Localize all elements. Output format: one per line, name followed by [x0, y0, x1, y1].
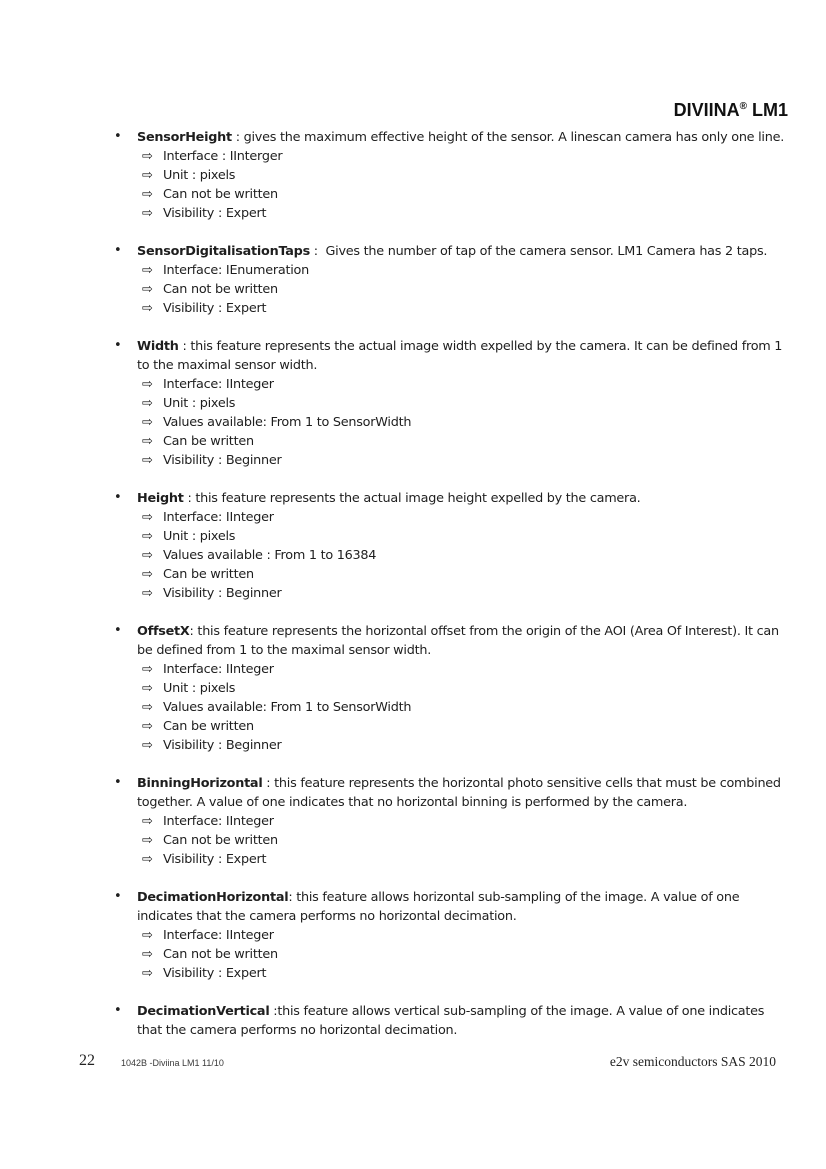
feature-property-text: Visibility : Beginner — [163, 453, 282, 468]
feature-property — [137, 527, 789, 546]
feature-property-text: Interface: IInteger — [163, 928, 274, 943]
brand-name: DIVIINA — [673, 100, 740, 120]
feature-property — [137, 850, 789, 869]
feature-property-text: Can not be written — [163, 947, 278, 962]
arrow-icon: ⇨ — [142, 966, 153, 981]
feature-property — [137, 451, 789, 470]
feature-name: SensorDigitalisationTaps — [137, 244, 310, 259]
feature-property — [137, 660, 789, 679]
arrow-icon: ⇨ — [142, 833, 153, 848]
feature-section — [114, 1002, 789, 1040]
feature-property — [137, 926, 789, 945]
arrow-icon: ⇨ — [142, 928, 153, 943]
feature-items — [137, 660, 789, 755]
feature-description: : this feature represents the horizontal offset from the origin of the AOI (Area Of Interest). It can be defined from 1 to the maximal sensor width. — [137, 624, 783, 658]
feature-items — [137, 261, 789, 318]
arrow-icon: ⇨ — [142, 662, 153, 677]
feature-property — [137, 736, 789, 755]
feature-section — [114, 337, 789, 470]
feature-property — [137, 945, 789, 964]
bullet-icon: • — [114, 1003, 122, 1018]
feature-property-text: Can be written — [163, 567, 254, 582]
arrow-icon: ⇨ — [142, 301, 153, 316]
arrow-icon: ⇨ — [142, 453, 153, 468]
arrow-icon: ⇨ — [142, 263, 153, 278]
arrow-icon: ⇨ — [142, 149, 153, 164]
arrow-icon: ⇨ — [142, 206, 153, 221]
bullet-icon: • — [114, 490, 122, 505]
feature-heading — [114, 622, 789, 660]
feature-property-text: Visibility : Beginner — [163, 586, 282, 601]
feature-property — [137, 698, 789, 717]
feature-property — [137, 185, 789, 204]
feature-property — [137, 679, 789, 698]
feature-property-text: Visibility : Beginner — [163, 738, 282, 753]
arrow-icon: ⇨ — [142, 434, 153, 449]
feature-property-text: Values available: From 1 to SensorWidth — [163, 415, 412, 430]
feature-section — [114, 774, 789, 869]
feature-heading — [114, 774, 789, 812]
arrow-icon: ⇨ — [142, 529, 153, 544]
feature-property-text: Interface: IInteger — [163, 510, 274, 525]
arrow-icon: ⇨ — [142, 681, 153, 696]
feature-property — [137, 166, 789, 185]
feature-property-text: Unit : pixels — [163, 396, 236, 411]
model-name: LM1 — [746, 100, 788, 120]
feature-property-text: Visibility : Expert — [163, 301, 267, 316]
feature-heading — [114, 1002, 789, 1040]
feature-description: : this feature allows horizontal sub-sampling of the image. A value of one indicates that the camera performs no horizontal decimation. — [137, 890, 744, 924]
arrow-icon: ⇨ — [142, 852, 153, 867]
arrow-icon: ⇨ — [142, 377, 153, 392]
feature-section — [114, 622, 789, 755]
feature-property — [137, 299, 789, 318]
feature-property — [137, 508, 789, 527]
arrow-icon: ⇨ — [142, 282, 153, 297]
feature-items — [137, 147, 789, 223]
feature-description: : Gives the number of tap of the camera sensor. LM1 Camera has 2 taps. — [309, 244, 768, 259]
feature-property — [137, 584, 789, 603]
arrow-icon: ⇨ — [142, 396, 153, 411]
page-footer — [0, 1051, 826, 1075]
feature-description: : this feature represents the horizontal photo sensitive cells that must be combined together. A value of one indicates that no horizontal binning is performed by the camera. — [137, 776, 789, 810]
feature-section — [114, 242, 789, 318]
feature-property — [137, 261, 789, 280]
feature-property-text: Interface: IInteger — [163, 377, 274, 392]
feature-heading — [114, 242, 789, 261]
feature-property-text: Can be written — [163, 434, 254, 449]
feature-property-text: Interface: IInteger — [163, 662, 274, 677]
feature-property — [137, 565, 789, 584]
bullet-icon: • — [114, 775, 122, 790]
feature-heading — [114, 128, 789, 147]
feature-name: OffsetX — [137, 624, 190, 639]
feature-section — [114, 128, 789, 223]
arrow-icon: ⇨ — [142, 719, 153, 734]
feature-property-text: Visibility : Expert — [163, 206, 267, 221]
arrow-icon: ⇨ — [142, 187, 153, 202]
feature-heading — [114, 888, 789, 926]
feature-description: : this feature represents the actual image width expelled by the camera. It can be defined from 1 to the maximal sensor width. — [137, 339, 787, 373]
feature-property — [137, 147, 789, 166]
feature-property — [137, 831, 789, 850]
feature-items — [137, 508, 789, 603]
arrow-icon: ⇨ — [142, 510, 153, 525]
feature-property-text: Interface: IInteger — [163, 814, 274, 829]
feature-property — [137, 375, 789, 394]
bullet-icon: • — [114, 243, 122, 258]
feature-name: DecimationHorizontal — [137, 890, 289, 905]
feature-name: Height — [137, 491, 184, 506]
feature-name: SensorHeight — [137, 130, 232, 145]
feature-heading — [114, 337, 789, 375]
feature-property-text: Interface: IEnumeration — [163, 263, 309, 278]
feature-property — [137, 964, 789, 983]
feature-property-text: Values available: From 1 to SensorWidth — [163, 700, 412, 715]
feature-description: :this feature allows vertical sub-sampling of the image. A value of one indicates that the camera performs no horizontal decimation. — [137, 1004, 769, 1038]
feature-property — [137, 204, 789, 223]
arrow-icon: ⇨ — [142, 700, 153, 715]
feature-property-text: Can not be written — [163, 187, 278, 202]
arrow-icon: ⇨ — [142, 548, 153, 563]
page-number: 22 — [79, 1052, 95, 1069]
feature-property — [137, 812, 789, 831]
feature-property — [137, 280, 789, 299]
feature-name: BinningHorizontal — [137, 776, 263, 791]
feature-section — [114, 489, 789, 603]
feature-property — [137, 432, 789, 451]
feature-property-text: Unit : pixels — [163, 681, 236, 696]
arrow-icon: ⇨ — [142, 567, 153, 582]
feature-property-text: Values available : From 1 to 16384 — [163, 548, 377, 563]
feature-items — [137, 812, 789, 869]
feature-name: DecimationVertical — [137, 1004, 270, 1019]
feature-property-text: Visibility : Expert — [163, 966, 267, 981]
feature-items — [137, 375, 789, 470]
feature-property — [137, 717, 789, 736]
bullet-icon: • — [114, 889, 122, 904]
bullet-icon: • — [114, 623, 122, 638]
arrow-icon: ⇨ — [142, 415, 153, 430]
registered-trademark-icon: ® — [739, 101, 747, 112]
bullet-icon: • — [114, 338, 122, 353]
feature-property — [137, 546, 789, 565]
feature-property-text: Interface : IInterger — [163, 149, 283, 164]
feature-property-text: Can be written — [163, 719, 254, 734]
arrow-icon: ⇨ — [142, 168, 153, 183]
feature-property-text: Visibility : Expert — [163, 852, 267, 867]
feature-property-text: Can not be written — [163, 282, 278, 297]
copyright-text: e2v semiconductors SAS 2010 — [609, 1054, 776, 1069]
feature-description: : this feature represents the actual image height expelled by the camera. — [183, 491, 641, 506]
feature-property — [137, 413, 789, 432]
document-reference: 1042B -Diviina LM1 11/10 — [121, 1058, 224, 1068]
feature-property-text: Unit : pixels — [163, 529, 236, 544]
feature-items — [137, 926, 789, 983]
feature-heading — [114, 489, 789, 508]
arrow-icon: ⇨ — [142, 814, 153, 829]
feature-list — [114, 128, 789, 1059]
page-title — [674, 100, 788, 121]
feature-property-text: Can not be written — [163, 833, 278, 848]
feature-property-text: Unit : pixels — [163, 168, 236, 183]
arrow-icon: ⇨ — [142, 947, 153, 962]
feature-property — [137, 394, 789, 413]
feature-name: Width — [137, 339, 179, 354]
feature-description: : gives the maximum effective height of the sensor. A linescan camera has only one line. — [231, 130, 785, 145]
feature-section — [114, 888, 789, 983]
bullet-icon: • — [114, 129, 122, 144]
arrow-icon: ⇨ — [142, 586, 153, 601]
arrow-icon: ⇨ — [142, 738, 153, 753]
